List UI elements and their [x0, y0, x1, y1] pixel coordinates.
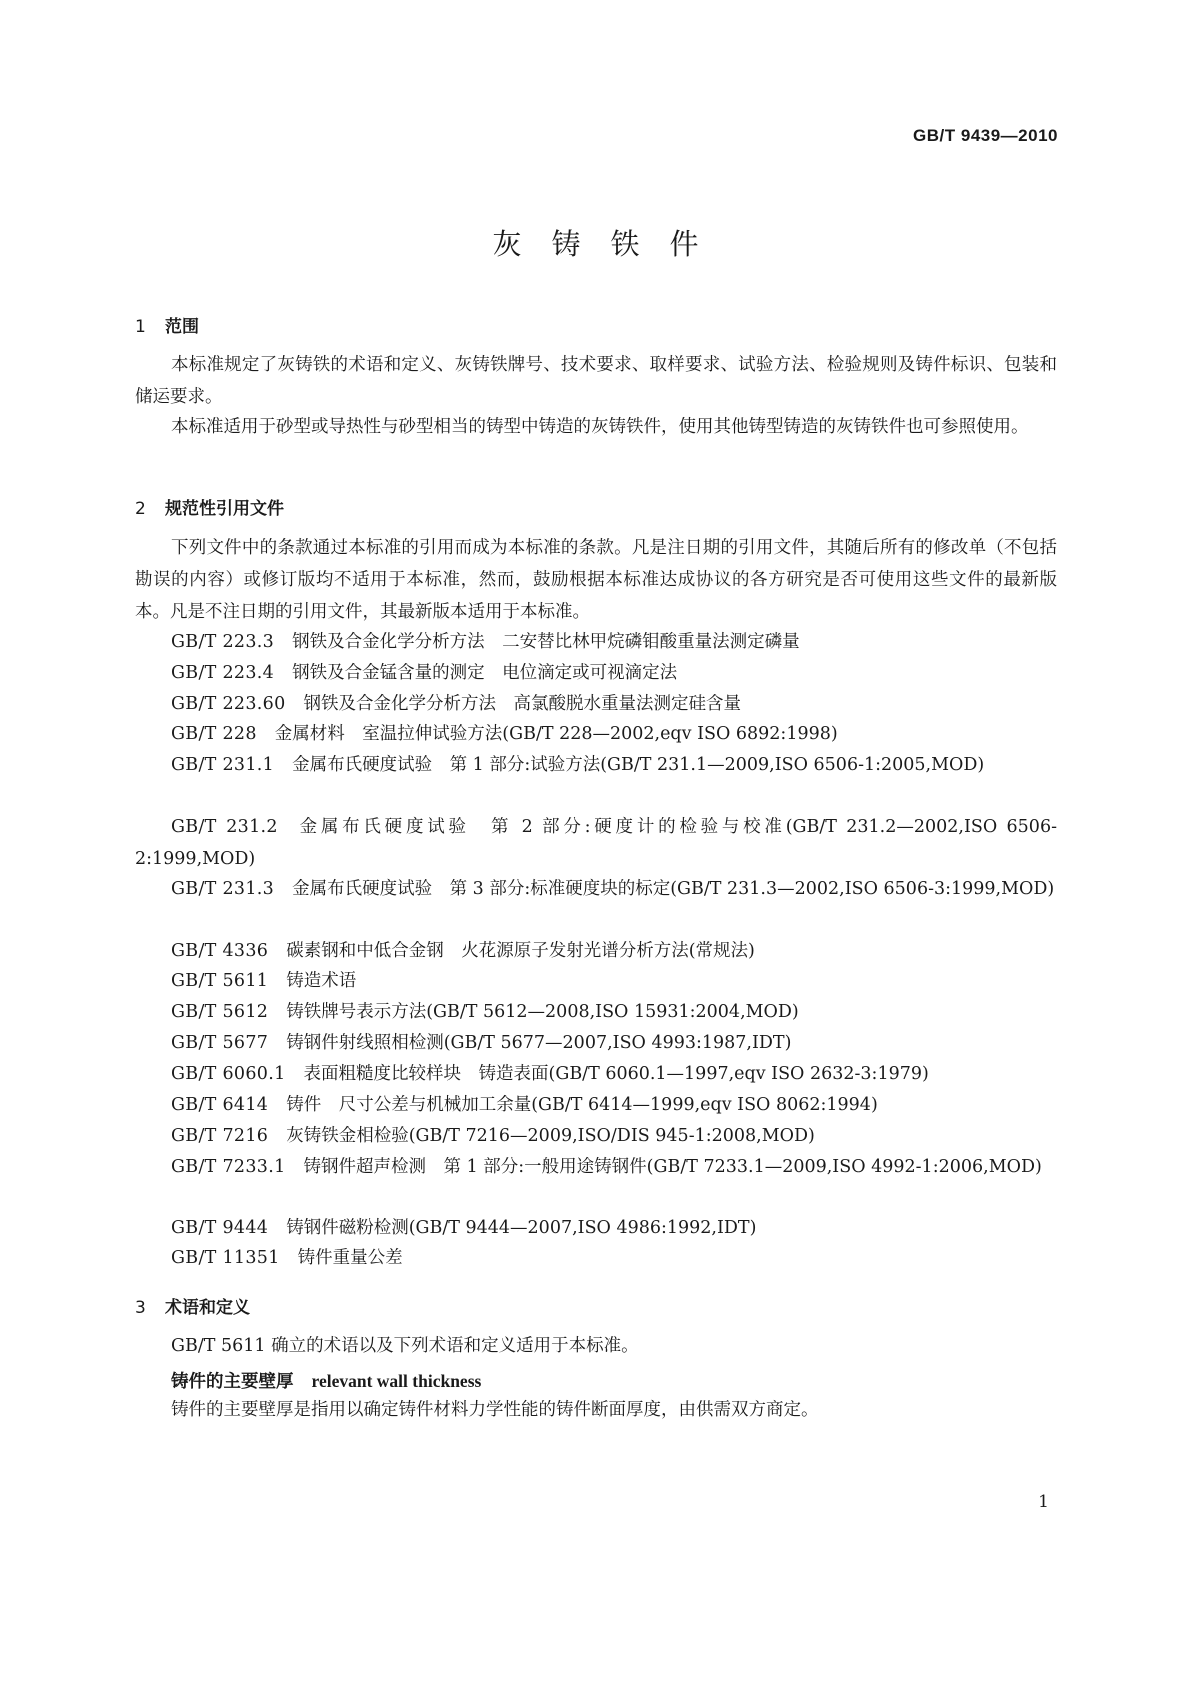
section-number: 3 [135, 1298, 146, 1318]
document-title: 灰铸铁件 [492, 227, 729, 261]
reference-item [135, 1027, 1057, 1059]
reference-code: GB/T 7216 [171, 1126, 269, 1146]
section-title: 术语和定义 [165, 1298, 250, 1318]
reference-code: GB/T 231.1 [171, 755, 275, 775]
section-3-heading [135, 1293, 250, 1318]
reference-title: 铸钢件磁粉检测(GB/T 9444—2007,ISO 4986:1992,IDT) [286, 1218, 757, 1238]
section-1-paragraph-2: 本标准适用于砂型或导热性与砂型相当的铸型中铸造的灰铸铁件，使用其他铸型铸造的灰铸铁件也可参照使用。 [171, 417, 1029, 437]
section-1-paragraph-1: 本标准规定了灰铸铁的术语和定义、灰铸铁牌号、技术要求、取样要求、试验方法、检验规则及铸件标识、包装和储运要求。 [135, 355, 1057, 407]
reference-item [135, 1242, 1057, 1274]
standard-number: GB/T 9439—2010 [913, 126, 1058, 145]
reference-item [135, 1212, 1057, 1244]
reference-title: 铸铁牌号表示方法(GB/T 5612—2008,ISO 15931:2004,MOD) [286, 1002, 799, 1022]
reference-code: GB/T 223.4 [171, 663, 275, 683]
reference-title: 铸件重量公差 [297, 1248, 403, 1268]
reference-title: 铸造术语 [286, 971, 357, 991]
reference-code: GB/T 223.60 [171, 694, 286, 714]
reference-item [135, 657, 1057, 689]
section-2-heading [135, 494, 284, 519]
reference-item [135, 1089, 1057, 1121]
reference-code: GB/T 11351 [171, 1248, 280, 1268]
section-title: 规范性引用文件 [165, 499, 284, 519]
term-heading [171, 1368, 481, 1393]
reference-title: 碳素钢和中低合金钢 火花源原子发射光谱分析方法(常规法) [286, 941, 755, 961]
reference-item [135, 718, 1057, 750]
reference-title: 表面粗糙度比较样块 铸造表面(GB/T 6060.1—1997,eqv ISO 2632-3:1979) [303, 1064, 929, 1084]
term-definition: 铸件的主要壁厚是指用以确定铸件材料力学性能的铸件断面厚度，由供需双方商定。 [171, 1400, 819, 1420]
reference-code: GB/T 6414 [171, 1095, 269, 1115]
section-number: 1 [135, 317, 146, 337]
reference-item [135, 1120, 1057, 1152]
reference-item [135, 811, 1057, 875]
reference-code: GB/T 231.3 [171, 879, 275, 899]
section-2-intro: 下列文件中的条款通过本标准的引用而成为本标准的条款。凡是注日期的引用文件，其随后所有的修改单（不包括勘误的内容）或修订版均不适用于本标准，然而，鼓励根据本标准达成协议的各方研究是否可使用这些文件的最新版本。凡是不注日期的引用文件，其最新版本适用于本标准。 [135, 538, 1057, 622]
reference-item [135, 688, 1057, 720]
reference-item [135, 749, 1057, 781]
reference-item [135, 1151, 1057, 1183]
page-number: 1 [1038, 1492, 1049, 1512]
reference-title: 金属布氏硬度试验 第 2 部分:硬度计的检验与校准(GB/T 231.2—2002,ISO 6506-2:1999,MOD) [135, 817, 1057, 869]
reference-title: 金属布氏硬度试验 第 1 部分:试验方法(GB/T 231.1—2009,ISO 6506-1:2005,MOD) [292, 755, 985, 775]
reference-code: GB/T 231.2 [171, 817, 278, 837]
reference-code: GB/T 5612 [171, 1002, 269, 1022]
reference-code: GB/T 228 [171, 724, 257, 744]
reference-item [135, 996, 1057, 1028]
section-1-heading [135, 312, 199, 337]
term-english: relevant wall thickness [311, 1371, 482, 1391]
reference-code: GB/T 9444 [171, 1218, 269, 1238]
reference-code: GB/T 4336 [171, 941, 269, 961]
reference-code: GB/T 6060.1 [171, 1064, 286, 1084]
reference-code: GB/T 5611 [171, 971, 269, 991]
reference-code: GB/T 7233.1 [171, 1157, 286, 1177]
reference-item [135, 1058, 1057, 1090]
term-chinese: 铸件的主要壁厚 [171, 1372, 294, 1392]
reference-title: 铸件 尺寸公差与机械加工余量(GB/T 6414—1999,eqv ISO 8062:1994) [286, 1095, 878, 1115]
reference-code: GB/T 223.3 [171, 632, 275, 652]
reference-title: 灰铸铁金相检验(GB/T 7216—2009,ISO/DIS 945-1:2008,MOD) [286, 1126, 815, 1146]
reference-title: 钢铁及合金化学分析方法 高氯酸脱水重量法测定硅含量 [303, 694, 742, 714]
reference-code: GB/T 5677 [171, 1033, 269, 1053]
reference-item [135, 965, 1057, 997]
reference-title: 钢铁及合金化学分析方法 二安替比林甲烷磷钼酸重量法测定磷量 [292, 632, 800, 652]
reference-title: 钢铁及合金锰含量的测定 电位滴定或可视滴定法 [292, 663, 678, 683]
reference-item [135, 626, 1057, 658]
reference-title: 铸钢件射线照相检测(GB/T 5677—2007,ISO 4993:1987,IDT) [286, 1033, 792, 1053]
section-number: 2 [135, 499, 146, 519]
reference-title: 铸钢件超声检测 第 1 部分:一般用途铸钢件(GB/T 7233.1—2009,ISO 4992-1:2006,MOD) [303, 1157, 1042, 1177]
reference-title: 金属布氏硬度试验 第 3 部分:标准硬度块的标定(GB/T 231.3—2002,ISO 6506-3:1999,MOD) [292, 879, 1055, 899]
section-title: 范围 [165, 317, 199, 337]
reference-item [135, 873, 1057, 905]
reference-title: 金属材料 室温拉伸试验方法(GB/T 228—2002,eqv ISO 6892:1998) [274, 724, 838, 744]
section-3-intro: GB/T 5611 确立的术语以及下列术语和定义适用于本标准。 [171, 1336, 639, 1356]
reference-item [135, 935, 1057, 967]
